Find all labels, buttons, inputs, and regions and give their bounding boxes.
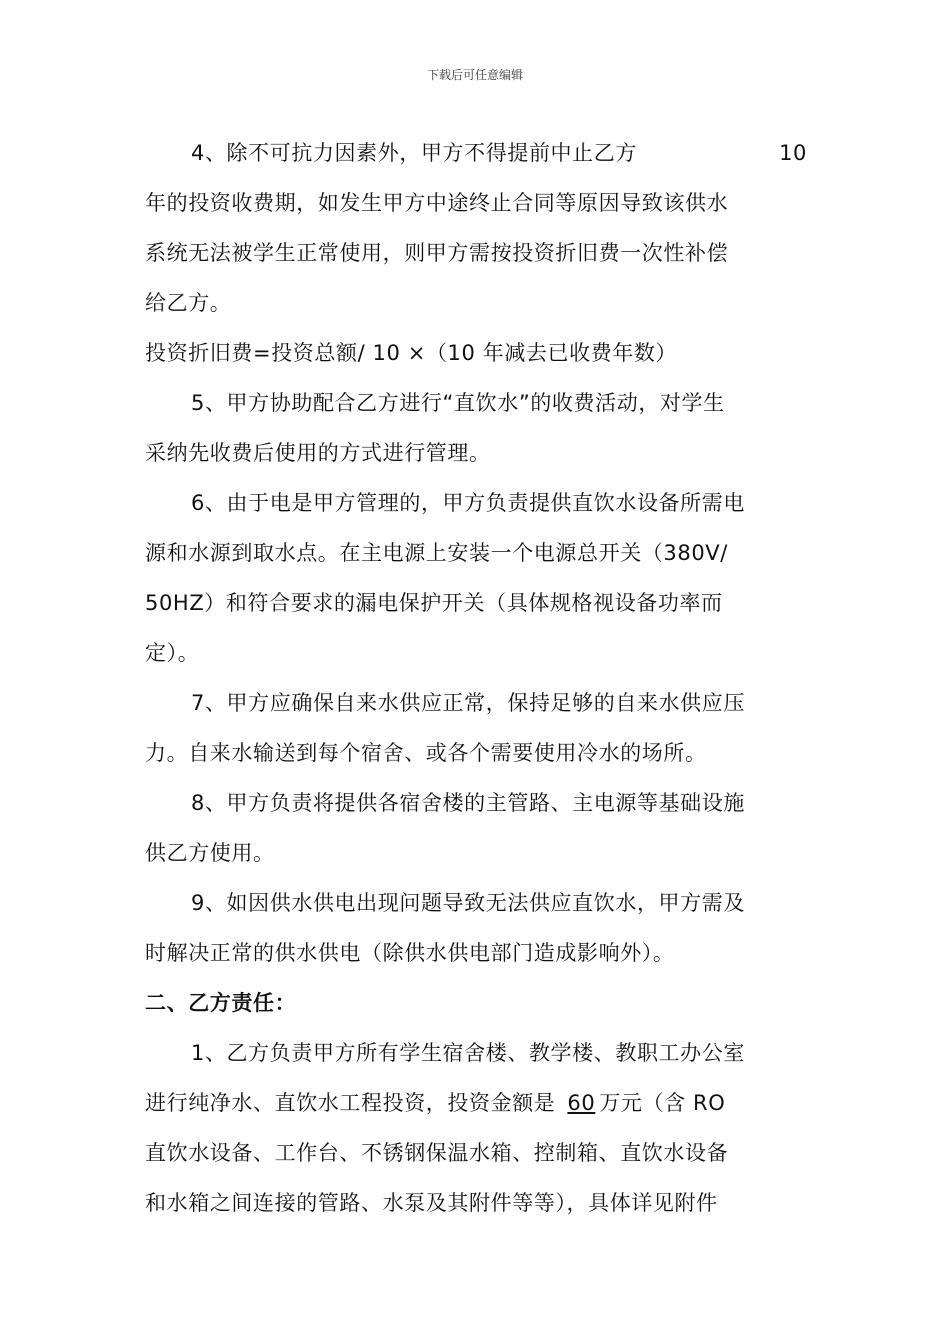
line-number: 10 [779,141,807,165]
header-note: 下载后可任意编辑 [426,68,523,82]
paragraph-line: 供乙方使用。 [145,841,275,865]
paragraph-line: 系统无法被学生正常使用，则甲方需按投资折旧费一次性补偿 [145,241,729,265]
document-body [145,128,807,1228]
formula-line: 投资折旧费=投资总额/ 10 ×（10 年减去已收费年数） [145,341,678,365]
paragraph-line: 7、甲方应确保自来水供应正常，保持足够的自来水供应压 [191,691,745,715]
paragraph-line: 1、乙方负责甲方所有学生宿舍楼、教学楼、教职工办公室 [191,1041,745,1065]
line-text: 4、除不可抗力因素外，甲方不得提前中止乙方 [191,141,637,165]
paragraph-line: 时解决正常的供水供电（除供水供电部门造成影响外）。 [145,941,675,965]
paragraph-line: 8、甲方负责将提供各宿舍楼的主管路、主电源等基础设施 [191,791,745,815]
paragraph-line: 9、如因供水供电出现问题导致无法供应直饮水，甲方需及 [191,891,745,915]
paragraph-line: 年的投资收费期，如发生甲方中途终止合同等原因导致该供水 [145,191,729,215]
paragraph-line: 给乙方。 [145,291,232,315]
paragraph-line: 力。自来水输送到每个宿舍、或各个需要使用冷水的场所。 [145,741,707,765]
paragraph-line [145,1078,807,1128]
paragraph-line: 直饮水设备、工作台、不锈钢保温水箱、控制箱、直饮水设备 [145,1141,729,1165]
investment-amount: 60 [567,1091,596,1115]
section-heading: 二、乙方责任： [145,991,297,1015]
paragraph-line: 6、由于电是甲方管理的，甲方负责提供直饮水设备所需电 [191,491,745,515]
line-text: 万元（含 RO [599,1091,726,1115]
paragraph-line: 50HZ）和符合要求的漏电保护开关（具体规格视设备功率而 [145,591,723,615]
paragraph-line: 5、甲方协助配合乙方进行“直饮水”的收费活动，对学生 [191,391,725,415]
paragraph-line [145,128,807,178]
paragraph-line: 和水箱之间连接的管路、水泵及其附件等等），具体详见附件 [145,1191,718,1215]
paragraph-line: 定）。 [145,641,200,665]
paragraph-line: 采纳先收费后使用的方式进行管理。 [145,441,491,465]
line-text: 进行纯净水、直饮水工程投资，投资金额是 [145,1091,556,1115]
paragraph-line: 源和水源到取水点。在主电源上安装一个电源总开关（380V/ [145,541,728,565]
